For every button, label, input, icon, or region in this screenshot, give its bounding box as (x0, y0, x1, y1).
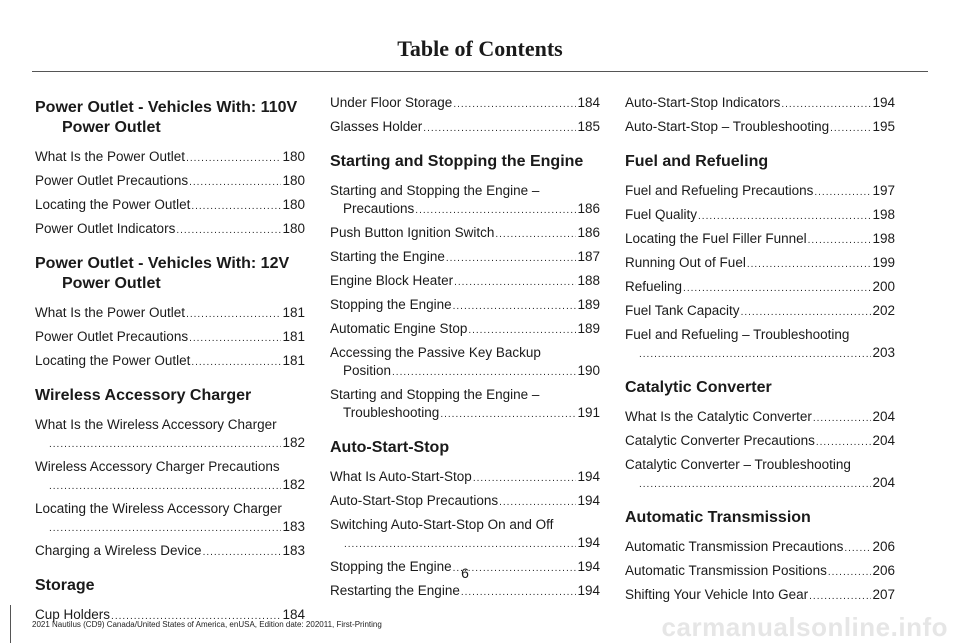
toc-entry[interactable] (330, 272, 600, 290)
section-heading: Automatic Transmission (625, 509, 811, 526)
dot-leader (683, 282, 871, 296)
dot-leader (813, 412, 872, 426)
dot-leader (473, 472, 577, 486)
dot-leader (189, 332, 281, 346)
toc-entry-page: 194 (577, 535, 600, 550)
toc-entry[interactable] (330, 224, 600, 242)
toc-entry-page: 183 (282, 543, 305, 558)
toc-entry-label-continued: Position (343, 363, 392, 378)
toc-entry-page: 197 (872, 183, 895, 198)
toc-entry-label-continued: Precautions (343, 201, 415, 216)
toc-entry-page: 199 (872, 255, 895, 270)
toc-entry-page: 202 (872, 303, 895, 318)
toc-entry[interactable] (330, 386, 600, 422)
dot-leader (741, 306, 872, 320)
toc-entry[interactable] (625, 254, 895, 272)
toc-entry-page: 207 (872, 587, 895, 602)
toc-entry-label: Locating the Power Outlet (35, 353, 191, 368)
toc-entry[interactable] (330, 118, 600, 136)
dot-leader (747, 258, 872, 272)
section-heading: Power Outlet - Vehicles With: 110V Power Outlet (35, 99, 298, 136)
toc-entry-page: 184 (577, 95, 600, 110)
toc-entry-label: Cup Holders (35, 607, 111, 622)
toc-entry-label: Switching Auto-Start-Stop On and Off (330, 517, 554, 532)
dot-leader (453, 98, 576, 112)
dot-leader (186, 152, 281, 166)
toc-entry-label: Stopping the Engine (330, 559, 452, 574)
toc-entry-label: Power Outlet Precautions (35, 329, 189, 344)
toc-entry[interactable] (330, 182, 600, 218)
toc-entry-page: 206 (872, 563, 895, 578)
watermark: carmanualsonline.info (661, 612, 948, 642)
toc-entry[interactable] (35, 196, 305, 214)
toc-entry[interactable] (330, 344, 600, 380)
section-heading: Power Outlet - Vehicles With: 12V Power Outlet (35, 255, 290, 292)
dot-leader (830, 122, 871, 136)
toc-entry-page: 189 (577, 321, 600, 336)
toc-entry-label: Locating the Fuel Filler Funnel (625, 231, 807, 246)
dot-leader (176, 224, 281, 238)
toc-entry-label: Locating the Wireless Accessory Charger (35, 501, 282, 516)
section-heading: Auto-Start-Stop (330, 439, 450, 456)
toc-entry-page: 191 (577, 405, 600, 420)
footer-divider (10, 605, 11, 643)
toc-entry-page: 180 (282, 197, 305, 212)
toc-entry-label: Fuel and Refueling Precautions (625, 183, 814, 198)
toc-entry-label: Automatic Transmission Precautions (625, 539, 844, 554)
toc-entry-label: Automatic Engine Stop (330, 321, 468, 336)
page-number: 6 (461, 565, 469, 581)
toc-entry[interactable] (625, 326, 895, 362)
toc-entry-page: 203 (872, 345, 895, 360)
toc-entry-label: Catalytic Converter Precautions (625, 433, 815, 448)
toc-entry[interactable] (625, 94, 895, 112)
dot-leader (844, 542, 871, 556)
dot-leader (415, 204, 576, 218)
toc-entry-page: 204 (872, 409, 895, 424)
toc-entry[interactable] (330, 248, 600, 266)
toc-entry[interactable] (35, 458, 305, 494)
section-heading: Storage (35, 577, 95, 594)
section-heading: Starting and Stopping the Engine (330, 153, 584, 170)
dot-leader (423, 122, 576, 136)
toc-entry-label: Shifting Your Vehicle Into Gear (625, 587, 809, 602)
page-title: Table of Contents (397, 36, 563, 61)
toc-entry-page: 181 (282, 329, 305, 344)
toc-entry-label: Restarting the Engine (330, 583, 460, 598)
toc-entry-label: Starting and Stopping the Engine – (330, 387, 540, 402)
dot-leader (392, 366, 576, 380)
edition-text: 2021 Nautilus (CD9) Canada/United States of America, enUSA, Edition date: 202011, First-Printing (32, 620, 382, 629)
dot-leader (698, 210, 871, 224)
toc-entry-page: 186 (577, 225, 600, 240)
toc-entry[interactable] (35, 352, 305, 370)
toc-entry[interactable] (625, 230, 895, 248)
dot-leader (49, 438, 281, 452)
toc-column-2 (330, 90, 600, 606)
dot-leader (203, 546, 282, 560)
toc-entry-label: What Is the Catalytic Converter (625, 409, 812, 424)
toc-entry-page: 182 (282, 477, 305, 492)
toc-entry-page: 187 (577, 249, 600, 264)
toc-entry-page: 200 (872, 279, 895, 294)
toc-entry[interactable] (35, 220, 305, 238)
toc-entry-label: Starting the Engine (330, 249, 445, 264)
toc-entry-page: 204 (872, 433, 895, 448)
toc-entry-page: 184 (282, 607, 305, 622)
toc-entry[interactable] (625, 206, 895, 224)
toc-entry-page: 188 (577, 273, 600, 288)
toc-entry[interactable] (625, 182, 895, 200)
toc-entry-page: 190 (577, 363, 600, 378)
toc-entry-page: 204 (872, 475, 895, 490)
toc-entry-label: Refueling (625, 279, 683, 294)
dot-leader (816, 436, 872, 450)
toc-entry[interactable] (625, 586, 895, 604)
toc-entry-page: 198 (872, 207, 895, 222)
toc-entry-label: Stopping the Engine (330, 297, 452, 312)
toc-entry[interactable] (330, 492, 600, 510)
toc-entry-label: What Is the Power Outlet (35, 149, 186, 164)
toc-entry-label: Power Outlet Indicators (35, 221, 176, 236)
toc-entry-page: 194 (577, 559, 600, 574)
toc-entry-page: 194 (577, 583, 600, 598)
toc-column-1 (35, 90, 305, 630)
toc-entry[interactable] (35, 328, 305, 346)
toc-column-3 (625, 90, 895, 610)
toc-entry-label: Locating the Power Outlet (35, 197, 191, 212)
dot-leader (344, 538, 576, 552)
toc-entry[interactable] (625, 538, 895, 556)
toc-entry-page: 206 (872, 539, 895, 554)
dot-leader (468, 324, 576, 338)
toc-entry-label: Under Floor Storage (330, 95, 453, 110)
toc-entry-label: Wireless Accessory Charger Precautions (35, 459, 280, 474)
toc-entry[interactable] (330, 320, 600, 338)
section-heading: Catalytic Converter (625, 379, 772, 396)
toc-entry[interactable] (330, 468, 600, 486)
dot-leader (186, 308, 281, 322)
dot-leader (461, 586, 577, 600)
dot-leader (453, 300, 577, 314)
toc-entry-page: 180 (282, 173, 305, 188)
toc-entry[interactable] (625, 432, 895, 450)
toc-entry[interactable] (35, 416, 305, 452)
dot-leader (446, 252, 577, 266)
toc-entry[interactable] (625, 118, 895, 136)
header-divider (32, 71, 928, 72)
toc-entry-label: What Is the Power Outlet (35, 305, 186, 320)
dot-leader (499, 496, 576, 510)
toc-entry[interactable] (35, 542, 305, 560)
toc-entry-page: 180 (282, 221, 305, 236)
toc-entry-label: What Is the Wireless Accessory Charger (35, 417, 277, 432)
toc-entry[interactable] (625, 408, 895, 426)
toc-entry-label: Charging a Wireless Device (35, 543, 202, 558)
dot-leader (454, 276, 576, 290)
toc-entry-label: What Is Auto-Start-Stop (330, 469, 472, 484)
toc-entry-label: Auto-Start-Stop – Troubleshooting (625, 119, 830, 134)
toc-entry-label: Automatic Transmission Positions (625, 563, 827, 578)
toc-entry-page: 180 (282, 149, 305, 164)
dot-leader (440, 408, 576, 422)
toc-entry-label: Fuel Tank Capacity (625, 303, 740, 318)
dot-leader (639, 478, 871, 492)
section-heading: Wireless Accessory Charger (35, 387, 252, 404)
toc-entry-page: 194 (872, 95, 895, 110)
dot-leader (191, 200, 281, 214)
toc-entry-label: Accessing the Passive Key Backup (330, 345, 541, 360)
toc-entry-label: Running Out of Fuel (625, 255, 746, 270)
dot-leader (781, 98, 871, 112)
toc-entry-label: Engine Block Heater (330, 273, 454, 288)
toc-entry-page: 198 (872, 231, 895, 246)
toc-entry-page: 194 (577, 469, 600, 484)
toc-entry[interactable] (625, 302, 895, 320)
dot-leader (189, 176, 281, 190)
toc-entry-label: Catalytic Converter – Troubleshooting (625, 457, 851, 472)
dot-leader (809, 590, 871, 604)
toc-entry-page: 181 (282, 305, 305, 320)
toc-entry-page: 195 (872, 119, 895, 134)
toc-entry-label: Glasses Holder (330, 119, 423, 134)
toc-entry-label: Fuel Quality (625, 207, 698, 222)
toc-entry-page: 181 (282, 353, 305, 368)
toc-entry[interactable] (330, 94, 600, 112)
toc-entry-label-continued: Troubleshooting (343, 405, 440, 420)
toc-entry-label: Auto-Start-Stop Precautions (330, 493, 499, 508)
toc-entry-page: 183 (282, 519, 305, 534)
toc-entry-label: Power Outlet Precautions (35, 173, 189, 188)
toc-entry-label: Push Button Ignition Switch (330, 225, 495, 240)
toc-entry[interactable] (330, 582, 600, 600)
dot-leader (639, 348, 871, 362)
toc-entry[interactable] (330, 296, 600, 314)
toc-entry[interactable] (330, 516, 600, 552)
toc-entry[interactable] (35, 148, 305, 166)
toc-entry[interactable] (625, 456, 895, 492)
toc-entry-page: 194 (577, 493, 600, 508)
dot-leader (814, 186, 871, 200)
dot-leader (191, 356, 281, 370)
toc-entry-page: 185 (577, 119, 600, 134)
section-heading: Fuel and Refueling (625, 153, 769, 170)
dot-leader (495, 228, 576, 242)
toc-entry-label: Starting and Stopping the Engine – (330, 183, 540, 198)
toc-entry[interactable] (35, 172, 305, 190)
dot-leader (49, 522, 281, 536)
toc-entry-label: Fuel and Refueling – Troubleshooting (625, 327, 850, 342)
toc-entry-page: 182 (282, 435, 305, 450)
toc-entry[interactable] (35, 304, 305, 322)
toc-entry[interactable] (35, 500, 305, 536)
dot-leader (808, 234, 872, 248)
dot-leader (49, 480, 281, 494)
toc-entry-label: Auto-Start-Stop Indicators (625, 95, 781, 110)
toc-entry-page: 189 (577, 297, 600, 312)
toc-entry[interactable] (625, 278, 895, 296)
toc-entry-page: 186 (577, 201, 600, 216)
